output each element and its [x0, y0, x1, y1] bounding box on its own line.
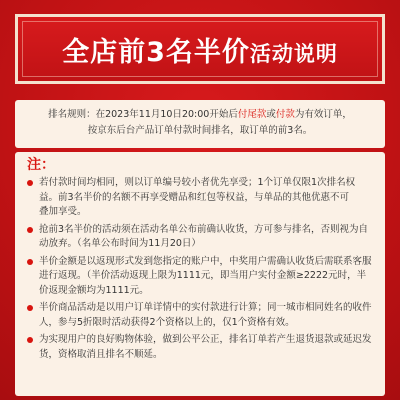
bullet-icon — [27, 259, 33, 265]
bullet-icon — [27, 337, 33, 343]
rules-line-1 — [29, 107, 371, 123]
note-item — [27, 301, 373, 330]
rules-highlight-payment: 付款 — [275, 109, 295, 120]
note-text: 为实现用户的良好购物体验，做到公平公正，排名订单若产生退货退款或延迟发货，资格取消且排名不顺延。 — [39, 334, 372, 360]
note-text: 半价金额是以返现形式发到您指定的账户中，中奖用户需确认收货后需联系客服进行返现。（半价活动返现上限为1111元，即当用户实付金额≥2222元时，半价返现金额均为1111元。 — [39, 255, 372, 296]
note-text: 抢前3名半价的活动须在活动名单公布前确认收货，方可参与排名，否则视为自动放弃。（名单公布时间为11月20日） — [39, 223, 369, 249]
rules-suffix: 为有效订单， — [294, 109, 352, 120]
rules-or: 或 — [266, 109, 276, 120]
note-item — [27, 223, 373, 252]
bullet-icon — [27, 305, 33, 311]
note-text: 若付款时间均相同，则以订单编号较小者优先享受；1个订单仅限1次排名权益。前3名半价的名额不再享受赠品和红包等权益，与单品的其他优惠不可 — [39, 177, 356, 203]
title-main: 全店前3名半价 — [62, 36, 250, 68]
bullet-icon — [27, 227, 33, 233]
note-text: 半价商品活动是以用户订单详情中的实付款进行计算；同一城市相同姓名的收件人，参与5折限时活动获得2个资格以上的，仅1个资格有效。 — [39, 302, 372, 328]
bullet-icon — [27, 180, 33, 186]
page-title — [62, 30, 338, 69]
title-sub: 活动说明 — [249, 41, 338, 66]
notes-box — [15, 152, 385, 396]
title-banner — [15, 14, 385, 84]
note-text-cont: 叠加享受。 — [39, 206, 87, 217]
ranking-rules-box — [15, 100, 385, 148]
note-item — [27, 255, 373, 299]
rules-highlight-balance: 付尾款 — [237, 109, 267, 120]
notes-heading: 注： — [27, 157, 55, 173]
rules-line-2: 按京东后台产品订单付款时间排名，取订单的前3名。 — [87, 125, 313, 136]
note-item — [27, 333, 373, 362]
note-item — [27, 176, 373, 220]
rules-prefix: 排名规则：在2023年11月10日20:00开始后 — [48, 109, 238, 120]
